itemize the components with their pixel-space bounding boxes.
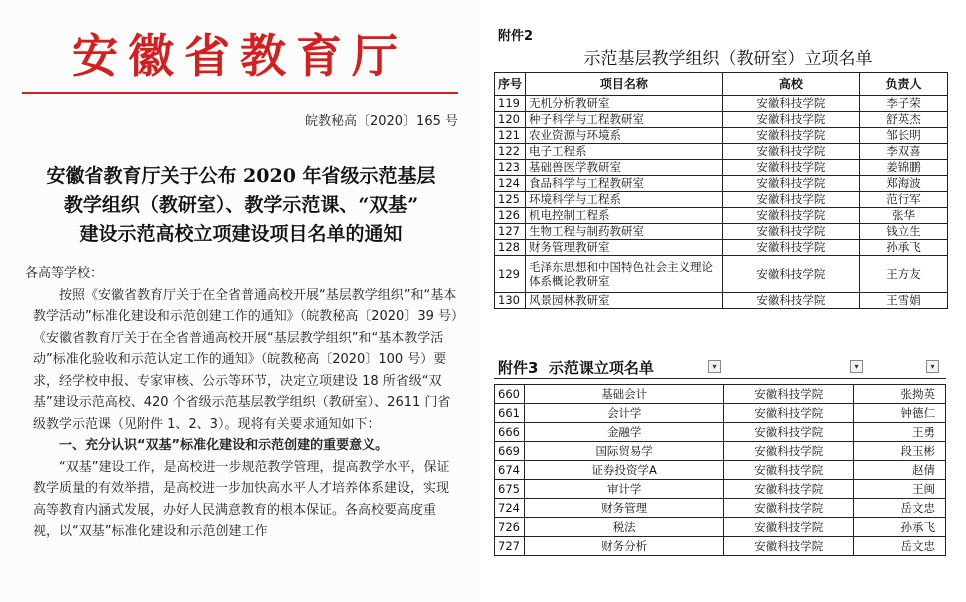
table-row [495, 96, 948, 112]
table-cell: 安徽科技学院 [722, 144, 859, 160]
attachment3-table [494, 384, 946, 556]
table-cell: 安徽科技学院 [722, 160, 859, 176]
table-header-row [495, 73, 948, 96]
table-cell: 基础兽医学教研室 [526, 160, 723, 176]
table-cell: 风景园林教研室 [526, 293, 723, 309]
table-row [495, 176, 948, 192]
notice-body [25, 263, 458, 543]
table-cell: 安徽科技学院 [722, 176, 859, 192]
table-cell: 种子科学与工程教研室 [526, 112, 723, 128]
table-cell: 赵倩 [854, 461, 946, 480]
table-row [495, 518, 946, 537]
table-cell: 安徽科技学院 [722, 240, 859, 256]
filter-dropdown-icon[interactable]: ▾ [708, 360, 721, 373]
table-cell: 财务分析 [524, 537, 723, 556]
table-cell: 国际贸易学 [524, 442, 723, 461]
table-cell: 舒英杰 [859, 112, 947, 128]
table-cell: 122 [495, 144, 526, 160]
table-cell: 130 [495, 293, 526, 309]
table-cell: 电子工程系 [526, 144, 723, 160]
table-cell: 岳文忠 [854, 499, 946, 518]
table-cell: 124 [495, 176, 526, 192]
table-cell: 李子荣 [859, 96, 947, 112]
table-cell: 张拗英 [854, 385, 946, 404]
table-cell: 基础会计 [524, 385, 723, 404]
section-heading: 一、充分认识“双基”标准化建设和示范创建的重要意义。 [59, 438, 389, 453]
table-cell: 120 [495, 112, 526, 128]
table-cell: 安徽科技学院 [724, 404, 854, 423]
table-row [495, 423, 946, 442]
table-cell: 孙承飞 [854, 518, 946, 537]
table-cell: 安徽科技学院 [724, 442, 854, 461]
attachment2-title: 示范基层教学组织（教研室）立项名单 [583, 49, 873, 69]
document-number: 皖教秘高〔2020〕165 号 [304, 114, 458, 129]
table-cell: 安徽科技学院 [722, 96, 859, 112]
table-cell: 金融学 [524, 423, 723, 442]
table-cell: 安徽科技学院 [724, 461, 854, 480]
table-cell: 121 [495, 128, 526, 144]
table-row [495, 499, 946, 518]
notice-heading [26, 162, 456, 249]
attachment2-label: 附件2 [498, 29, 534, 44]
table-cell: 姜锦鹏 [859, 160, 947, 176]
table-cell: 邹长明 [859, 128, 947, 144]
table-cell: 125 [495, 192, 526, 208]
table-cell: 安徽科技学院 [722, 256, 859, 293]
filter-dropdown-icon[interactable]: ▾ [926, 360, 939, 373]
agency-title: 安徽省教育厅 [72, 29, 408, 83]
table-cell: 724 [495, 499, 525, 518]
table-cell: 审计学 [524, 480, 723, 499]
table-cell: 农业资源与环境系 [526, 128, 723, 144]
table-cell: 李双喜 [859, 144, 947, 160]
table-cell: 税法 [524, 518, 723, 537]
table-cell: 119 [495, 96, 526, 112]
table-cell: 岳文忠 [854, 537, 946, 556]
column-header: 项目名称 [526, 73, 723, 96]
table-cell: 127 [495, 224, 526, 240]
table-cell: 123 [495, 160, 526, 176]
table-row [495, 461, 946, 480]
table-row [495, 144, 948, 160]
table-cell: 安徽科技学院 [722, 224, 859, 240]
table-cell: 段玉彬 [854, 442, 946, 461]
table-cell: 王勇 [854, 423, 946, 442]
table-row [495, 240, 948, 256]
table-cell: 生物工程与制药教研室 [526, 224, 723, 240]
attachment2-table [494, 72, 948, 309]
table-cell: 安徽科技学院 [722, 192, 859, 208]
table-cell: 安徽科技学院 [724, 537, 854, 556]
table-cell: 孙承飞 [859, 240, 947, 256]
salutation: 各高等学校： [25, 266, 104, 281]
table-row [495, 256, 948, 293]
table-row [495, 224, 948, 240]
table-cell: 安徽科技学院 [724, 518, 854, 537]
attachment3-title: 附件3 示范课立项名单 [498, 359, 654, 377]
table-row [495, 128, 948, 144]
table-cell: 128 [495, 240, 526, 256]
table-cell: 666 [495, 423, 525, 442]
paragraph: “双基”建设工作，是高校进一步规范教学管理，提高教学水平，保证教学质量的有效举措，是高校进一步加快高水平人才培养体系建设，实现高等教育内涵式发展，办好人民满意教育的根本保证。各高校要高度重视，以“双基”标准化建设和示范创建工作 [33, 459, 450, 539]
table-cell: 毛泽东思想和中国特色社会主义理论体系概论教研室 [526, 256, 723, 293]
table-cell: 安徽科技学院 [722, 208, 859, 224]
table-cell: 661 [495, 404, 525, 423]
table-cell: 会计学 [524, 404, 723, 423]
table-cell: 王雪娟 [859, 293, 947, 309]
table-cell: 安徽科技学院 [724, 499, 854, 518]
table-row [495, 192, 948, 208]
heading-line: 教学组织（教研室）、教学示范课、“双基” [63, 194, 419, 216]
table-cell: 食品科学与工程教研室 [526, 176, 723, 192]
table-cell: 财务管理 [524, 499, 723, 518]
heading-line: 安徽省教育厅关于公布 2020 年省级示范基层 [46, 165, 436, 187]
column-header: 负责人 [859, 73, 947, 96]
table-row [495, 208, 948, 224]
table-row [495, 404, 946, 423]
table-cell: 财务管理教研室 [526, 240, 723, 256]
notice-document [0, 0, 480, 602]
table-cell: 669 [495, 442, 525, 461]
table-row [495, 442, 946, 461]
table-cell: 安徽科技学院 [724, 423, 854, 442]
table-cell: 郑海波 [859, 176, 947, 192]
table-cell: 660 [495, 385, 525, 404]
table-row [495, 480, 946, 499]
table-cell: 王方友 [859, 256, 947, 293]
filter-active-icon[interactable]: ▾ [850, 360, 863, 373]
table-row [495, 293, 948, 309]
red-divider [22, 92, 458, 94]
table-cell: 张华 [859, 208, 947, 224]
column-header: 序号 [495, 73, 526, 96]
table-cell: 证券投资学A [524, 461, 723, 480]
table-cell: 安徽科技学院 [722, 128, 859, 144]
table-row [495, 160, 948, 176]
table-cell: 安徽科技学院 [724, 385, 854, 404]
paragraph: 按照《安徽省教育厅关于在全省普通高校开展“基层教学组织”和“基本教学活动”标准化建设和示范创建工作的通知》（皖教秘高〔2020〕39 号）《安徽省教育厅关于在全省普通高校开展“基层教学组织”和“基本教学活动”标准化验收和示范认定工作的通知》（皖教秘高〔2020〕100 号）要求，经学校申报、专家审核、公示等环节，决定立项建设 18 所省级“双基”建设示范高校、420 个省级示范基层教学组织（教研室）、2611 门省级教学示范课（见附件 1、2、3）。现将有关要求通知如下： [33, 287, 458, 432]
heading-line: 建设示范高校立项建设项目名单的通知 [79, 223, 403, 245]
attachments-panel [490, 0, 966, 602]
table-cell: 675 [495, 480, 525, 499]
table-row [495, 112, 948, 128]
table-row [495, 537, 946, 556]
column-header: 高校 [722, 73, 859, 96]
attachment3-header [494, 354, 946, 379]
table-cell: 129 [495, 256, 526, 293]
table-cell: 安徽科技学院 [724, 480, 854, 499]
table-row [495, 385, 946, 404]
table-cell: 机电控制工程系 [526, 208, 723, 224]
table-cell: 安徽科技学院 [722, 293, 859, 309]
table-cell: 环境科学与工程系 [526, 192, 723, 208]
table-cell: 无机分析教研室 [526, 96, 723, 112]
table-cell: 727 [495, 537, 525, 556]
table-cell: 安徽科技学院 [722, 112, 859, 128]
table-cell: 王闽 [854, 480, 946, 499]
table-cell: 126 [495, 208, 526, 224]
table-cell: 钱立生 [859, 224, 947, 240]
table-cell: 674 [495, 461, 525, 480]
table-cell: 钟德仁 [854, 404, 946, 423]
table-cell: 范行军 [859, 192, 947, 208]
table-cell: 726 [495, 518, 525, 537]
